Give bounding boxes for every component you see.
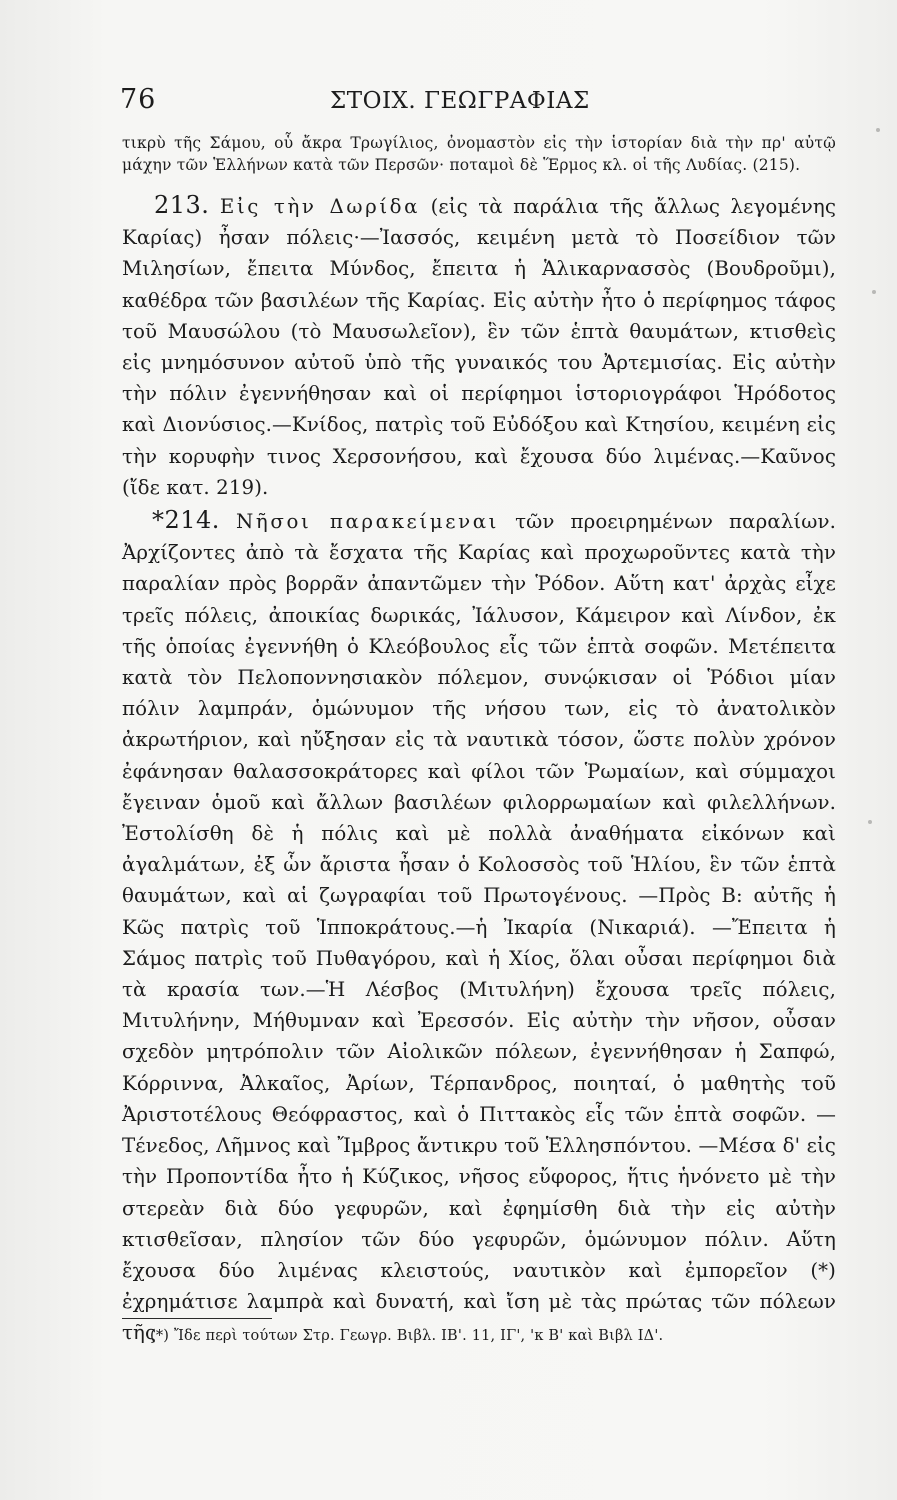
section-213 [122,190,836,503]
paper-speck [876,128,880,132]
body-text [122,190,836,1349]
section-213-number: 213. [154,191,210,219]
continuation-text [122,132,836,176]
footnote: (*) Ἴδε περὶ τούτων Στρ. Γεωγρ. Βιβλ. ΙΒ'. 11, ΙΓ', 'κ Β' καὶ Βιβλ ΙΔ'. [150,1328,664,1344]
running-title: ΣΤΟΙΧ. ΓΕΩΓΡΑΦΙΑΣ [330,88,590,114]
paper-speck [872,290,876,294]
section-214-heading: Νῆσοι παρακείμεναι [235,510,500,534]
section-214-number: *214. [152,506,220,535]
section-213-heading: Εἰς τὴν Δωρίδα [219,195,421,218]
section-213-text: (εἰς τὰ παράλια τῆς ἄλλως λεγομένης Καρίας) ἦσαν πόλεις·—Ἰασσός, κειμένη μετὰ τὸ Ποσείδιον τῶν Μιλησίων, ἔπειτα Μύνδος, ἔπειτα ἡ Ἁλικαρνασσὸς (Βουδροῦμι), καθέδρα τῶν βασιλέων τῆς Καρίας. Εἰς αὐτὴν ἦτο ὁ περίφημος τάφος τοῦ Μαυσώλου (τὸ Μαυσωλεῖον), ἓν τῶν ἑπτὰ θαυμάτων, κτισθεὶς εἰς μνημόσυνον αὐτοῦ ὑπὸ τῆς γυναικός του Ἀρτεμισίας. Εἰς αὐτὴν τὴν πόλιν ἐγεννήθησαν καὶ οἱ περίφημοι ἱστοριογράφοι Ἡρόδοτος καὶ Διονύσιος.—Κνίδος, πατρὶς τοῦ Εὐδόξου καὶ Κτησίου, κειμένη εἰς τὴν κορυφὴν τινος Χερσονήσου, καὶ ἔχουσα δύο λιμένας.—Καῦνος (ἴδε κατ. 219). [122,195,837,499]
running-head [120,84,840,124]
section-214 [122,505,836,1348]
footnote-rule [122,1318,272,1319]
page-number: 76 [120,84,157,115]
section-214-text: τῶν προειρημένων παραλίων. Ἀρχίζοντες ἀπὸ τὰ ἔσχατα τῆς Καρίας καὶ προχωροῦντες κατὰ τὴν παραλίαν πρὸς βορρᾶν ἀπαντῶμεν τὴν Ῥόδον. Αὕτη κατ' ἀρχὰς εἶχε τρεῖς πόλεις, ἀποικίας δωρικάς, Ἰάλυσον, Κάμειρον καὶ Λίνδον, ἐκ τῆς ὁποίας ἐγεννήθη ὁ Κλεόβουλος εἷς τῶν ἑπτὰ σοφῶν. Μετέπειτα κατὰ τὸν Πελοποννησιακὸν πόλεμον, συνῴκισαν οἱ Ῥόδιοι μίαν πόλιν λαμπράν, ὁμώνυμον τῆς νήσου των, εἰς τὸ ἀνατολικὸν ἀκρωτήριον, καὶ ηὔξησαν εἰς τὰ ναυτικὰ τόσον, ὥστε πολὺν χρόνον ἐφάνησαν θαλασσοκράτορες καὶ φίλοι τῶν Ῥωμαίων, καὶ σύμμαχοι ἔγειναν ὁμοῦ καὶ ἄλλων βασιλέων φιλορρωμαίων καὶ φιλελλήνων. Ἐστολίσθη δὲ ἡ πόλις καὶ μὲ πολλὰ ἀναθήματα εἰκόνων καὶ ἀγαλμάτων, ἐξ ὧν ἄριστα ἦσαν ὁ Κολοσσὸς τοῦ Ἡλίου, ἓν τῶν ἑπτὰ θαυμάτων, καὶ αἱ ζωγραφίαι τοῦ Πρωτογένους. —Πρὸς Β: αὐτῆς ἡ Κῶς πατρὶς τοῦ Ἱπποκράτους.—ἡ Ἰκαρία (Νικαριά). —Ἔπειτα ἡ Σάμος πατρὶς τοῦ Πυθαγόρου, καὶ ἡ Χίος, ὅλαι οὖσαι περίφημοι διὰ τὰ κρασία των.—Ἡ Λέσβος (Μιτυλήνη) ἔχουσα τρεῖς πόλεις, Μιτυλήνην, Μήθυμναν καὶ Ἐρεσσόν. Εἰς αὐτὴν τὴν νῆσον, οὖσαν σχεδὸν μητρόπολιν τῶν Αἰολικῶν πόλεων, ἐγεννήθησαν ἡ Σαπφώ, Κόρριννα, Ἀλκαῖος, Ἀρίων, Τέρπανδρος, ποιηταί, ὁ μαθητὴς τοῦ Ἀριστοτέλους Θεόφραστος, καὶ ὁ Πιττακὸς εἷς τῶν ἑπτὰ σοφῶν. —Τένεδος, Λῆμνος καὶ Ἴμβρος ἄντικρυ τοῦ Ἑλλησπόντου. —Μέσα δ' εἰς τὴν Προποντίδα ἦτο ἡ Κύζικος, νῆσος εὔφορος, ἥτις ἡνόνετο μὲ τὴν στερεὰν διὰ δύο γεφυρῶν, καὶ ἐφημίσθη διὰ τὴν εἰς αὐτὴν κτισθεῖσαν, πλησίον τῶν δύο γεφυρῶν, ὁμώνυμον πόλιν. Αὕτη ἔχουσα δύο λιμένας κλειστούς, ναυτικὸν καὶ ἐμπορεῖον (*) ἐχρημάτισε λαμπρὰ καὶ δυνατή, καὶ ἴση μὲ τὰς πρώτας τῶν πόλεων τῆς [122,510,837,1345]
page-text [122,132,836,1349]
continuation-paragraph: τικρὺ τῆς Σάμου, οὗ ἄκρα Τρωγίλιος, ὀνομαστὸν εἰς τὴν ἱστορίαν διὰ τὴν πρ' αὐτῷ μάχην τῶν Ἑλλήνων κατὰ τῶν Περσῶν· ποταμοὶ δὲ Ἕρμος κλ. οἱ τῆς Λυδίας. (215). [122,134,836,174]
paper-speck [868,820,872,824]
